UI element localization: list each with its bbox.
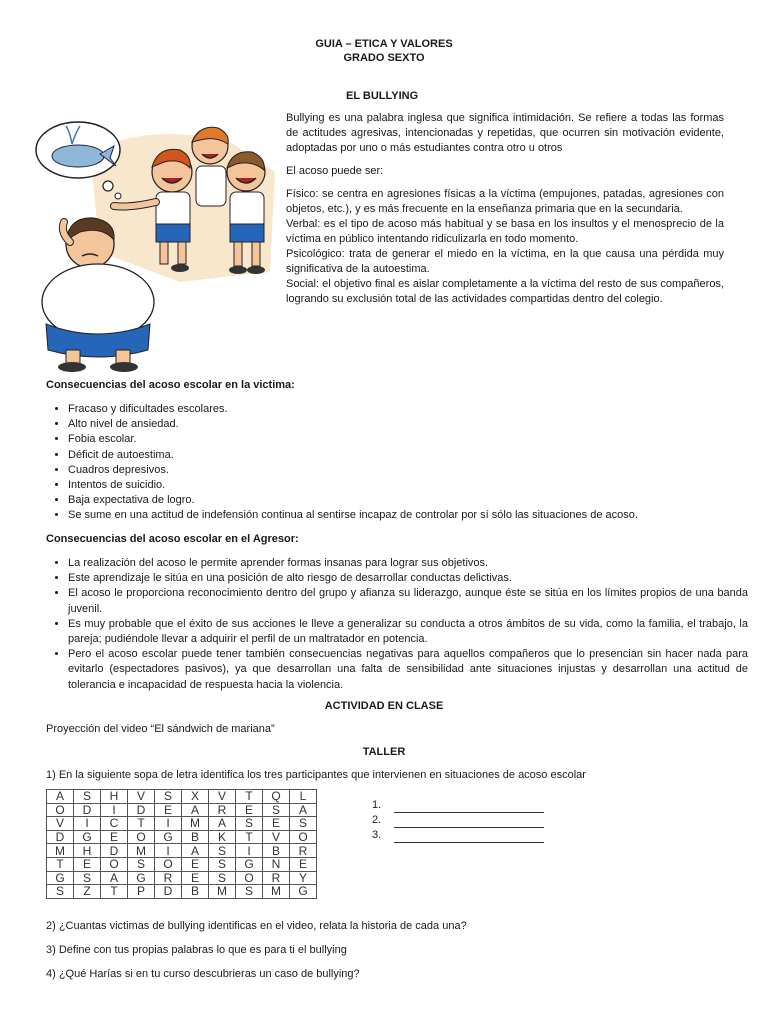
grid-row <box>47 871 317 885</box>
victim-consequences-heading: Consecuencias del acoso escolar en la victima: <box>46 379 295 391</box>
grid-cell[interactable]: S <box>263 803 290 817</box>
list-item: • Se sume en una actitud de indefensión continua al sentirse incapaz de controlar por sí sólo las situaciones de acoso. <box>68 508 748 523</box>
grid-cell[interactable]: B <box>182 830 209 844</box>
grid-cell[interactable]: S <box>128 857 155 871</box>
grid-cell[interactable]: E <box>101 830 128 844</box>
grid-cell[interactable]: E <box>74 857 101 871</box>
grid-cell[interactable]: T <box>236 790 263 804</box>
word-search-grid <box>46 789 317 899</box>
grid-cell[interactable]: A <box>47 790 74 804</box>
guide-title: GUIA – ETICA Y VALORES <box>315 38 453 50</box>
victim-consequences-list <box>46 402 748 524</box>
grid-cell[interactable]: N <box>263 857 290 871</box>
grid-cell[interactable]: I <box>74 817 101 831</box>
topic-title: EL BULLYING <box>346 90 419 102</box>
grid-cell[interactable]: R <box>263 871 290 885</box>
grid-cell[interactable]: G <box>290 885 317 899</box>
type-psychological: Psicológico: trata de generar el miedo en la víctima, en la que causa una pérdida muy significativa de la autoestima. <box>286 248 724 275</box>
grid-cell[interactable]: I <box>155 844 182 858</box>
grid-cell[interactable]: S <box>74 790 101 804</box>
answer-line-3[interactable]: 3. <box>372 828 544 843</box>
grid-cell[interactable]: S <box>209 871 236 885</box>
bullying-definition: Bullying es una palabra inglesa que significa intimidación. Se refiere a todas las formas de actitudes agresivas, intencionadas y repetidas, que ocurren sin motivación evidente, adoptadas por uno o más estudiantes contra otro u otros <box>286 112 724 154</box>
intro-text-column <box>286 111 724 307</box>
grid-cell[interactable]: S <box>209 844 236 858</box>
grid-cell[interactable]: A <box>182 844 209 858</box>
grid-cell[interactable]: T <box>236 830 263 844</box>
bullying-illustration <box>30 112 280 374</box>
grid-row <box>47 817 317 831</box>
grid-cell[interactable]: O <box>290 830 317 844</box>
grid-cell[interactable]: T <box>128 817 155 831</box>
grid-cell[interactable]: O <box>236 871 263 885</box>
question-3: 3) Define con tus propias palabras lo que es para ti el bullying <box>46 944 347 956</box>
activity-heading: ACTIVIDAD EN CLASE <box>324 700 444 712</box>
grid-cell[interactable]: C <box>101 817 128 831</box>
grid-cell[interactable]: M <box>209 885 236 899</box>
list-item: • La realización del acoso le permite aprender formas insanas para lograr sus objetivos. <box>68 556 748 571</box>
list-item: • Fobia escolar. <box>68 432 748 447</box>
type-verbal: Verbal: es el tipo de acoso más habitual y se basa en los insultos y el menosprecio de la víctima en público intentando ridiculizarla en todo momento. <box>286 218 724 245</box>
grid-cell[interactable]: E <box>182 857 209 871</box>
grid-cell[interactable]: V <box>47 817 74 831</box>
grid-cell[interactable]: R <box>209 803 236 817</box>
grid-cell[interactable]: M <box>47 844 74 858</box>
grid-cell[interactable]: D <box>74 803 101 817</box>
grid-cell[interactable]: I <box>236 844 263 858</box>
grid-cell[interactable]: T <box>101 885 128 899</box>
grid-row <box>47 803 317 817</box>
grid-cell[interactable]: V <box>128 790 155 804</box>
grid-cell[interactable]: H <box>74 844 101 858</box>
grid-cell[interactable]: S <box>290 817 317 831</box>
list-item: • Es muy probable que el éxito de sus acciones le lleve a generalizar su conducta a otros ámbitos de su vida, como la familia, el trabajo, la pareja; pudiéndole llevar a adquirir el perfil de un maltratador en potencia. <box>68 617 748 647</box>
type-social: Social: el objetivo final es aislar completamente a la víctima del resto de sus compañeros, logrando su exclusión total de las actividades compartidas dentro del colegio. <box>286 278 724 305</box>
grid-cell[interactable]: B <box>263 844 290 858</box>
answer-lines <box>372 798 544 843</box>
grid-cell[interactable]: G <box>47 871 74 885</box>
grid-cell[interactable]: G <box>128 871 155 885</box>
grid-row <box>47 885 317 899</box>
grid-cell[interactable]: E <box>182 871 209 885</box>
grid-row <box>47 844 317 858</box>
grid-cell[interactable]: O <box>155 857 182 871</box>
answer-line-1[interactable]: 1. <box>372 798 544 813</box>
grid-cell[interactable]: I <box>101 803 128 817</box>
grid-cell[interactable]: E <box>263 817 290 831</box>
list-item: • Pero el acoso escolar puede tener también consecuencias negativas para aquellos compañeros que lo presencian sin hacer nada para evitarlo (espectadores pasivos), ya que desarrollan una falta de sensibilidad ante situaciones injustas y desarrollan una actitud de tolerancia e incapacidad de respuesta hacia la violencia. <box>68 647 748 693</box>
grid-cell[interactable]: A <box>209 817 236 831</box>
answer-line-2[interactable]: 2. <box>372 813 544 828</box>
grid-cell[interactable]: E <box>290 857 317 871</box>
grid-cell[interactable]: R <box>155 871 182 885</box>
grid-cell[interactable]: A <box>101 871 128 885</box>
grid-cell[interactable]: E <box>155 803 182 817</box>
grid-cell[interactable]: S <box>236 817 263 831</box>
grid-cell[interactable]: G <box>155 830 182 844</box>
grid-cell[interactable]: K <box>209 830 236 844</box>
grid-cell[interactable]: T <box>47 857 74 871</box>
grid-cell[interactable]: A <box>182 803 209 817</box>
list-item: • Cuadros depresivos. <box>68 463 748 478</box>
grid-cell[interactable]: Z <box>74 885 101 899</box>
grid-cell[interactable]: G <box>74 830 101 844</box>
grid-cell[interactable]: M <box>263 885 290 899</box>
list-item: • Baja expectativa de logro. <box>68 493 748 508</box>
grid-cell[interactable]: D <box>47 830 74 844</box>
grid-cell[interactable]: D <box>155 885 182 899</box>
grid-cell[interactable]: M <box>128 844 155 858</box>
type-physical: Físico: se centra en agresiones físicas a la víctima (empujones, patadas, agresiones con objetos, etc.), y es más frecuente en la enseñanza primaria que en la secundaria. <box>286 188 724 215</box>
grid-cell[interactable]: M <box>182 817 209 831</box>
grid-cell[interactable]: D <box>128 803 155 817</box>
grade-title: GRADO SEXTO <box>343 52 425 64</box>
grid-cell[interactable]: P <box>128 885 155 899</box>
aggressor-consequences-list <box>46 556 748 693</box>
list-item: • Fracaso y dificultades escolares. <box>68 402 748 417</box>
grid-cell[interactable]: D <box>101 844 128 858</box>
grid-cell[interactable]: X <box>182 790 209 804</box>
grid-row <box>47 857 317 871</box>
list-item: • Alto nivel de ansiedad. <box>68 417 748 432</box>
aggressor-consequences-heading: Consecuencias del acoso escolar en el Agresor: <box>46 533 299 545</box>
grid-cell[interactable]: O <box>128 830 155 844</box>
grid-cell[interactable]: I <box>155 817 182 831</box>
question-4: 4) ¿Qué Harías si en tu curso descubrieras un caso de bullying? <box>46 968 360 980</box>
grid-cell[interactable]: R <box>290 844 317 858</box>
grid-cell[interactable]: S <box>155 790 182 804</box>
grid-cell[interactable]: H <box>101 790 128 804</box>
grid-cell[interactable]: A <box>290 803 317 817</box>
types-intro: El acoso puede ser: <box>286 165 384 177</box>
workshop-heading: TALLER <box>362 746 406 758</box>
list-item: • El acoso le proporciona reconocimiento dentro del grupo y afianza su liderazgo, aunque éste se sitúa en los límites propios de una banda juvenil. <box>68 586 748 616</box>
grid-cell[interactable]: V <box>263 830 290 844</box>
grid-cell[interactable]: G <box>236 857 263 871</box>
grid-cell[interactable]: S <box>209 857 236 871</box>
grid-cell[interactable]: V <box>209 790 236 804</box>
list-item: • Este aprendizaje le sitúa en una posición de alto riesgo de desarrollar conductas delictivas. <box>68 571 748 586</box>
grid-cell[interactable]: Q <box>263 790 290 804</box>
grid-cell[interactable]: B <box>182 885 209 899</box>
grid-cell[interactable]: O <box>47 803 74 817</box>
question-1: 1) En la siguiente sopa de letra identifica los tres participantes que intervienen en situaciones de acoso escolar <box>46 769 586 781</box>
question-2: 2) ¿Cuantas victimas de bullying identificas en el video, relata la historia de cada una? <box>46 920 467 932</box>
list-item: • Déficit de autoestima. <box>68 448 748 463</box>
grid-cell[interactable]: Y <box>290 871 317 885</box>
thought-bubble-icon <box>36 122 121 199</box>
grid-cell[interactable]: E <box>236 803 263 817</box>
grid-cell[interactable]: S <box>236 885 263 899</box>
grid-row <box>47 830 317 844</box>
grid-cell[interactable]: S <box>74 871 101 885</box>
grid-cell[interactable]: O <box>101 857 128 871</box>
grid-cell[interactable]: S <box>47 885 74 899</box>
activity-text: Proyección del video “El sándwich de mariana” <box>46 723 275 735</box>
grid-cell[interactable]: L <box>290 790 317 804</box>
list-item: • Intentos de suicidio. <box>68 478 748 493</box>
grid-row <box>47 790 317 804</box>
